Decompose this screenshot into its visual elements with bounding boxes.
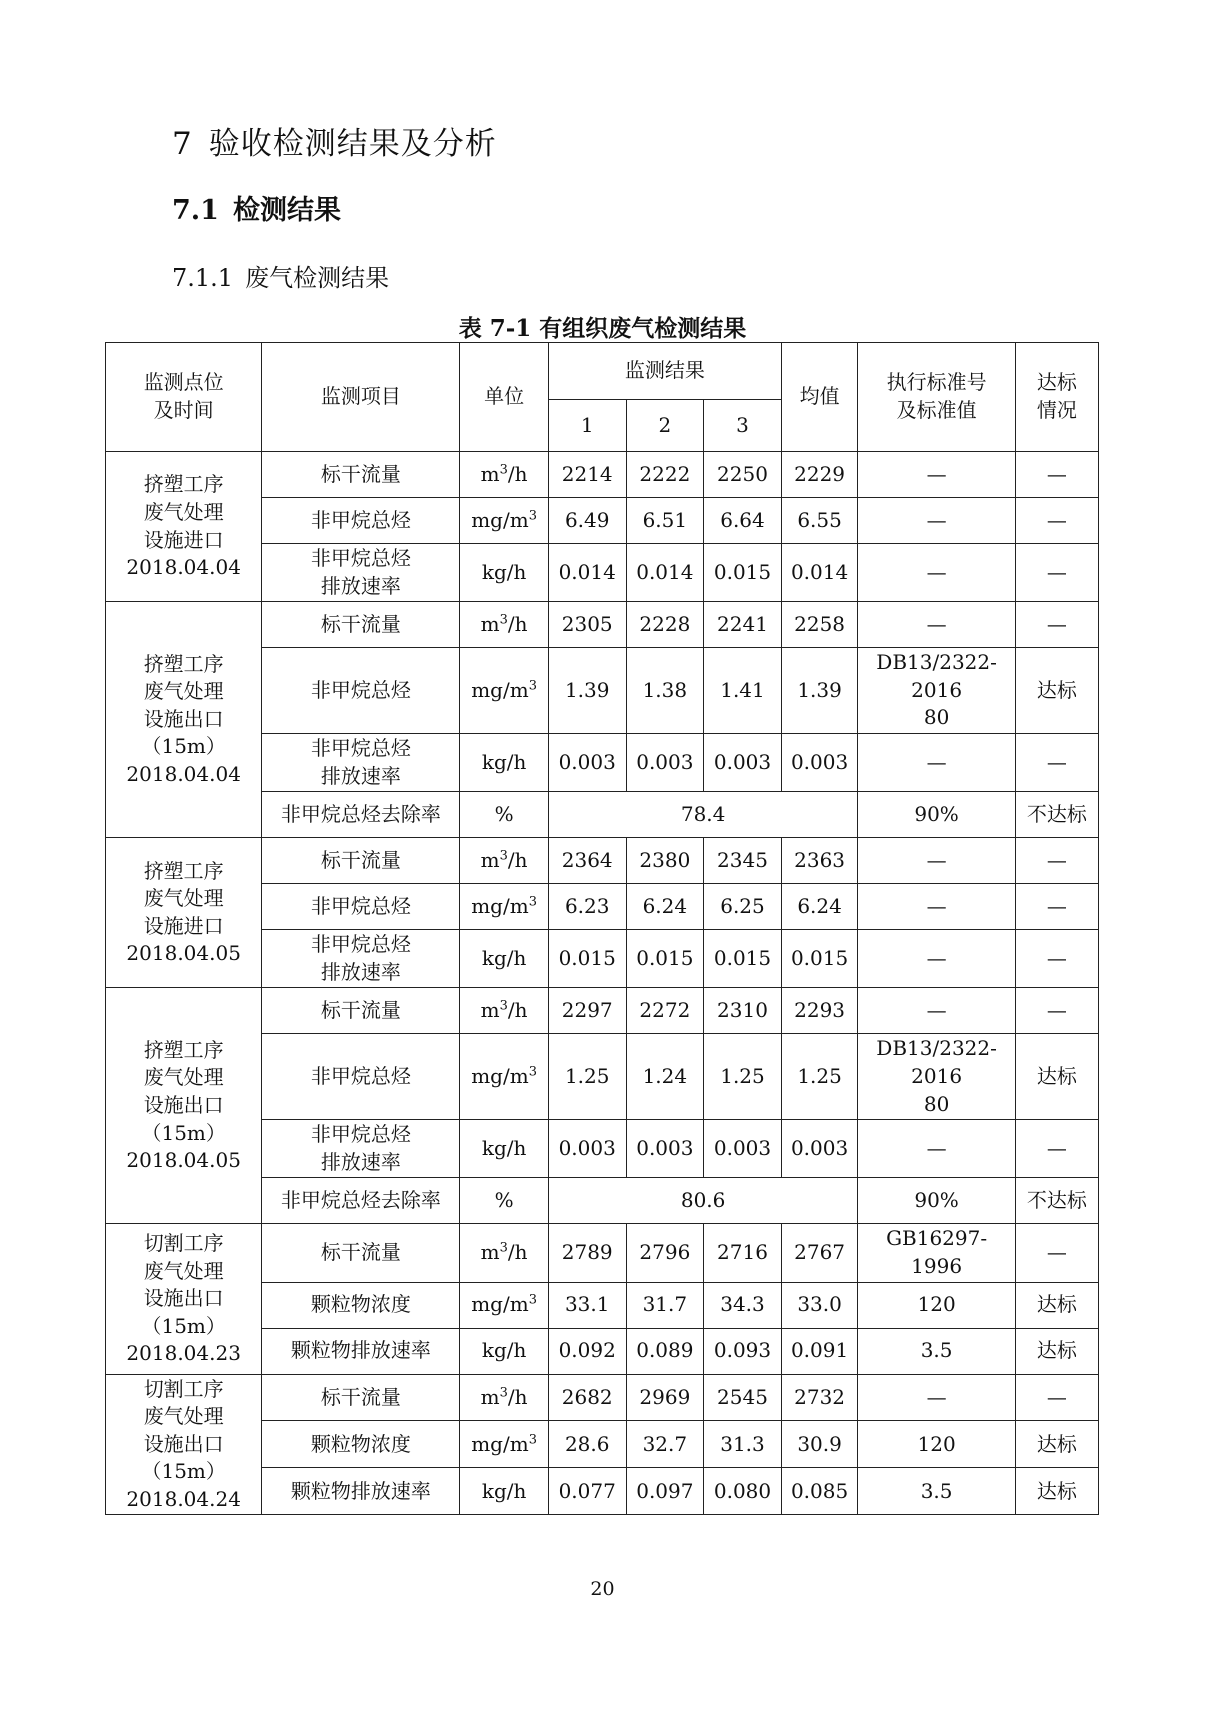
- mean-cell: 2732: [781, 1374, 858, 1421]
- result-3-cell: 2310: [704, 988, 782, 1034]
- result-1-cell: 2364: [548, 838, 626, 884]
- result-2-cell: 2222: [626, 452, 704, 498]
- unit-cell: [460, 602, 549, 648]
- unit-cell: [460, 792, 549, 838]
- standard-cell: —: [858, 498, 1015, 544]
- unit-base: mg/m: [471, 1063, 529, 1088]
- unit-base: %: [494, 1188, 514, 1213]
- unit-cell: [460, 1374, 549, 1421]
- standard-cell: —: [858, 1374, 1015, 1421]
- removal-rate-value: 80.6: [548, 1178, 857, 1224]
- result-1-cell: 1.39: [548, 648, 626, 734]
- unit-cell: [460, 838, 549, 884]
- unit-cell: [460, 884, 549, 930]
- item-cell: 非甲烷总烃 排放速率: [262, 733, 460, 791]
- item-cell: 标干流量: [262, 1374, 460, 1421]
- unit-base: kg/h: [481, 1135, 527, 1160]
- unit-superscript: 3: [528, 508, 537, 524]
- unit-cell: [460, 452, 549, 498]
- item-cell: 标干流量: [262, 1224, 460, 1282]
- compliance-cell: —: [1015, 498, 1098, 544]
- standard-cell: —: [858, 1120, 1015, 1178]
- result-1-cell: 6.49: [548, 498, 626, 544]
- standard-cell: 120: [858, 1282, 1015, 1328]
- result-2-cell: 2272: [626, 988, 704, 1034]
- unit-base: kg/h: [481, 945, 527, 970]
- item-cell: 非甲烷总烃 排放速率: [262, 544, 460, 602]
- unit-superscript: 3: [528, 1292, 537, 1308]
- mean-cell: 0.003: [781, 733, 858, 791]
- unit-cell: [460, 988, 549, 1034]
- result-1-cell: 2682: [548, 1374, 626, 1421]
- unit-superscript: 3: [528, 894, 537, 910]
- mean-cell: 1.25: [781, 1034, 858, 1120]
- unit-superscript: 3: [499, 848, 508, 864]
- unit-base: m: [480, 1240, 500, 1265]
- result-1-cell: 0.015: [548, 930, 626, 988]
- result-1-cell: 0.077: [548, 1468, 626, 1515]
- compliance-cell: 不达标: [1015, 1178, 1098, 1224]
- unit-base: m: [480, 1384, 500, 1409]
- unit-base: kg/h: [481, 559, 527, 584]
- result-3-cell: 0.003: [704, 1120, 782, 1178]
- standard-cell: —: [858, 733, 1015, 791]
- unit-cell: [460, 544, 549, 602]
- monitoring-point-cell: 切割工序 废气处理 设施出口 （15m） 2018.04.24: [106, 1374, 262, 1515]
- table-row: [106, 602, 1099, 648]
- unit-tail: /h: [507, 1240, 528, 1265]
- subsubsection-number: 7.1.1: [172, 264, 234, 292]
- unit-base: kg/h: [481, 749, 527, 774]
- unit-tail: /h: [507, 998, 528, 1023]
- monitoring-point-cell: 挤塑工序 废气处理 设施进口 2018.04.05: [106, 838, 262, 988]
- mean-cell: 2229: [781, 452, 858, 498]
- standard-cell: —: [858, 602, 1015, 648]
- result-3-cell: 0.003: [704, 733, 782, 791]
- result-1-cell: 1.25: [548, 1034, 626, 1120]
- table-row: [106, 838, 1099, 884]
- result-2-cell: 2228: [626, 602, 704, 648]
- standard-cell: —: [858, 544, 1015, 602]
- result-1-cell: 28.6: [548, 1421, 626, 1468]
- result-2-cell: 0.003: [626, 733, 704, 791]
- table-row: [106, 1374, 1099, 1421]
- standard-cell: 90%: [858, 792, 1015, 838]
- unit-superscript: 3: [499, 1240, 508, 1256]
- page-number: 20: [590, 1578, 615, 1600]
- mean-cell: 2258: [781, 602, 858, 648]
- monitoring-point-cell: 挤塑工序 废气处理 设施进口 2018.04.04: [106, 452, 262, 602]
- subsection-heading: [172, 188, 341, 227]
- compliance-cell: —: [1015, 1374, 1098, 1421]
- standard-cell: —: [858, 884, 1015, 930]
- header-point-time: 监测点位 及时间: [106, 343, 262, 452]
- unit-superscript: 3: [528, 1064, 537, 1080]
- compliance-cell: 达标: [1015, 1034, 1098, 1120]
- compliance-cell: —: [1015, 602, 1098, 648]
- result-3-cell: 1.41: [704, 648, 782, 734]
- unit-base: mg/m: [471, 677, 529, 702]
- unit-cell: [460, 1421, 549, 1468]
- unit-tail: /h: [507, 1384, 528, 1409]
- unit-cell: [460, 1034, 549, 1120]
- unit-base: m: [480, 847, 500, 872]
- result-2-cell: 1.38: [626, 648, 704, 734]
- mean-cell: 6.24: [781, 884, 858, 930]
- unit-tail: /h: [507, 611, 528, 636]
- result-2-cell: 6.24: [626, 884, 704, 930]
- section-title: 验收检测结果及分析: [208, 126, 497, 162]
- result-2-cell: 32.7: [626, 1421, 704, 1468]
- mean-cell: 1.39: [781, 648, 858, 734]
- standard-cell: —: [858, 930, 1015, 988]
- header-mean: 均值: [781, 343, 858, 452]
- unit-cell: [460, 1328, 549, 1374]
- result-3-cell: 1.25: [704, 1034, 782, 1120]
- unit-base: m: [480, 461, 500, 486]
- subsubsection-heading: [172, 258, 389, 293]
- unit-base: mg/m: [471, 1431, 529, 1456]
- monitoring-point-cell: 挤塑工序 废气处理 设施出口 （15m） 2018.04.04: [106, 602, 262, 838]
- result-3-cell: 31.3: [704, 1421, 782, 1468]
- subsection-number: 7.1: [172, 195, 219, 226]
- result-1-cell: 2214: [548, 452, 626, 498]
- unit-base: mg/m: [471, 1292, 529, 1317]
- result-2-cell: 0.015: [626, 930, 704, 988]
- unit-cell: [460, 930, 549, 988]
- compliance-cell: 达标: [1015, 1421, 1098, 1468]
- compliance-cell: 达标: [1015, 1282, 1098, 1328]
- result-3-cell: 34.3: [704, 1282, 782, 1328]
- unit-superscript: 3: [499, 462, 508, 478]
- section-heading: [172, 118, 497, 163]
- result-1-cell: 0.092: [548, 1328, 626, 1374]
- mean-cell: 0.014: [781, 544, 858, 602]
- result-3-cell: 2716: [704, 1224, 782, 1282]
- monitoring-point-cell: 切割工序 废气处理 设施出口 （15m） 2018.04.23: [106, 1224, 262, 1374]
- result-2-cell: 2969: [626, 1374, 704, 1421]
- header-result-2: 2: [626, 400, 704, 452]
- exhaust-gas-results-table: [105, 342, 1099, 1515]
- unit-cell: [460, 1282, 549, 1328]
- item-cell: 颗粒物排放速率: [262, 1468, 460, 1515]
- header-result-3: 3: [704, 400, 782, 452]
- compliance-cell: 达标: [1015, 1468, 1098, 1515]
- result-3-cell: 2250: [704, 452, 782, 498]
- item-cell: 颗粒物排放速率: [262, 1328, 460, 1374]
- unit-cell: [460, 1120, 549, 1178]
- item-cell: 标干流量: [262, 452, 460, 498]
- result-3-cell: 2345: [704, 838, 782, 884]
- result-2-cell: 6.51: [626, 498, 704, 544]
- compliance-cell: —: [1015, 544, 1098, 602]
- compliance-cell: —: [1015, 1224, 1098, 1282]
- unit-base: kg/h: [481, 1338, 527, 1363]
- header-item: 监测项目: [262, 343, 460, 452]
- standard-cell: —: [858, 988, 1015, 1034]
- result-1-cell: 2789: [548, 1224, 626, 1282]
- table-row: [106, 452, 1099, 498]
- header-unit: 单位: [460, 343, 549, 452]
- unit-cell: [460, 1224, 549, 1282]
- item-cell: 标干流量: [262, 838, 460, 884]
- result-2-cell: 31.7: [626, 1282, 704, 1328]
- mean-cell: 0.085: [781, 1468, 858, 1515]
- result-1-cell: 2297: [548, 988, 626, 1034]
- standard-cell: 3.5: [858, 1468, 1015, 1515]
- compliance-cell: 达标: [1015, 1328, 1098, 1374]
- result-3-cell: 6.64: [704, 498, 782, 544]
- compliance-cell: —: [1015, 452, 1098, 498]
- standard-cell: 120: [858, 1421, 1015, 1468]
- compliance-cell: —: [1015, 988, 1098, 1034]
- unit-base: m: [480, 998, 500, 1023]
- result-2-cell: 0.097: [626, 1468, 704, 1515]
- unit-base: m: [480, 611, 500, 636]
- result-2-cell: 0.003: [626, 1120, 704, 1178]
- table-row: [106, 988, 1099, 1034]
- item-cell: 非甲烷总烃: [262, 884, 460, 930]
- item-cell: 非甲烷总烃: [262, 1034, 460, 1120]
- result-2-cell: 0.014: [626, 544, 704, 602]
- table-body: [106, 452, 1099, 1515]
- result-2-cell: 1.24: [626, 1034, 704, 1120]
- subsection-title: 检测结果: [232, 195, 341, 226]
- item-cell: 颗粒物浓度: [262, 1421, 460, 1468]
- mean-cell: 0.091: [781, 1328, 858, 1374]
- table-caption: 表 7-1 有组织废气检测结果: [458, 315, 747, 342]
- compliance-cell: —: [1015, 884, 1098, 930]
- subsubsection-title: 废气检测结果: [245, 264, 390, 292]
- removal-rate-value: 78.4: [548, 792, 857, 838]
- header-results: 监测结果: [548, 343, 781, 400]
- unit-cell: [460, 1178, 549, 1224]
- result-2-cell: 0.089: [626, 1328, 704, 1374]
- mean-cell: 6.55: [781, 498, 858, 544]
- header-compliance: 达标 情况: [1015, 343, 1098, 452]
- result-1-cell: 0.003: [548, 733, 626, 791]
- unit-base: %: [494, 801, 514, 826]
- standard-cell: —: [858, 452, 1015, 498]
- unit-base: mg/m: [471, 893, 529, 918]
- standard-cell: 90%: [858, 1178, 1015, 1224]
- item-cell: 非甲烷总烃: [262, 648, 460, 734]
- result-3-cell: 0.015: [704, 930, 782, 988]
- compliance-cell: 不达标: [1015, 792, 1098, 838]
- mean-cell: 2767: [781, 1224, 858, 1282]
- result-3-cell: 6.25: [704, 884, 782, 930]
- header-standard: 执行标准号 及标准值: [858, 343, 1015, 452]
- result-3-cell: 0.080: [704, 1468, 782, 1515]
- compliance-cell: —: [1015, 838, 1098, 884]
- unit-superscript: 3: [528, 1432, 537, 1448]
- mean-cell: 2293: [781, 988, 858, 1034]
- item-cell: 标干流量: [262, 988, 460, 1034]
- compliance-cell: —: [1015, 733, 1098, 791]
- unit-superscript: 3: [499, 998, 508, 1014]
- standard-cell: DB13/2322-2016 80: [858, 1034, 1015, 1120]
- result-1-cell: 2305: [548, 602, 626, 648]
- unit-cell: [460, 733, 549, 791]
- item-cell: 非甲烷总烃去除率: [262, 1178, 460, 1224]
- result-1-cell: 0.003: [548, 1120, 626, 1178]
- item-cell: 颗粒物浓度: [262, 1282, 460, 1328]
- unit-cell: [460, 498, 549, 544]
- unit-base: kg/h: [481, 1478, 527, 1503]
- result-3-cell: 2241: [704, 602, 782, 648]
- compliance-cell: 达标: [1015, 648, 1098, 734]
- standard-cell: 3.5: [858, 1328, 1015, 1374]
- compliance-cell: —: [1015, 1120, 1098, 1178]
- compliance-cell: —: [1015, 930, 1098, 988]
- unit-base: mg/m: [471, 507, 529, 532]
- unit-tail: /h: [507, 847, 528, 872]
- unit-superscript: 3: [499, 612, 508, 628]
- mean-cell: 0.015: [781, 930, 858, 988]
- item-cell: 非甲烷总烃 排放速率: [262, 1120, 460, 1178]
- result-2-cell: 2380: [626, 838, 704, 884]
- result-3-cell: 0.093: [704, 1328, 782, 1374]
- result-3-cell: 0.015: [704, 544, 782, 602]
- unit-superscript: 3: [528, 678, 537, 694]
- unit-tail: /h: [507, 461, 528, 486]
- unit-cell: [460, 1468, 549, 1515]
- standard-cell: DB13/2322-2016 80: [858, 648, 1015, 734]
- standard-cell: —: [858, 838, 1015, 884]
- standard-cell: GB16297-1996: [858, 1224, 1015, 1282]
- result-2-cell: 2796: [626, 1224, 704, 1282]
- result-3-cell: 2545: [704, 1374, 782, 1421]
- header-result-1: 1: [548, 400, 626, 452]
- result-1-cell: 6.23: [548, 884, 626, 930]
- section-number: 7: [172, 126, 193, 162]
- item-cell: 非甲烷总烃: [262, 498, 460, 544]
- result-1-cell: 33.1: [548, 1282, 626, 1328]
- item-cell: 标干流量: [262, 602, 460, 648]
- item-cell: 非甲烷总烃去除率: [262, 792, 460, 838]
- mean-cell: 0.003: [781, 1120, 858, 1178]
- mean-cell: 30.9: [781, 1421, 858, 1468]
- item-cell: 非甲烷总烃 排放速率: [262, 930, 460, 988]
- result-1-cell: 0.014: [548, 544, 626, 602]
- mean-cell: 33.0: [781, 1282, 858, 1328]
- monitoring-point-cell: 挤塑工序 废气处理 设施出口 （15m） 2018.04.05: [106, 988, 262, 1224]
- unit-superscript: 3: [499, 1385, 508, 1401]
- unit-cell: [460, 648, 549, 734]
- table-row: [106, 1224, 1099, 1282]
- mean-cell: 2363: [781, 838, 858, 884]
